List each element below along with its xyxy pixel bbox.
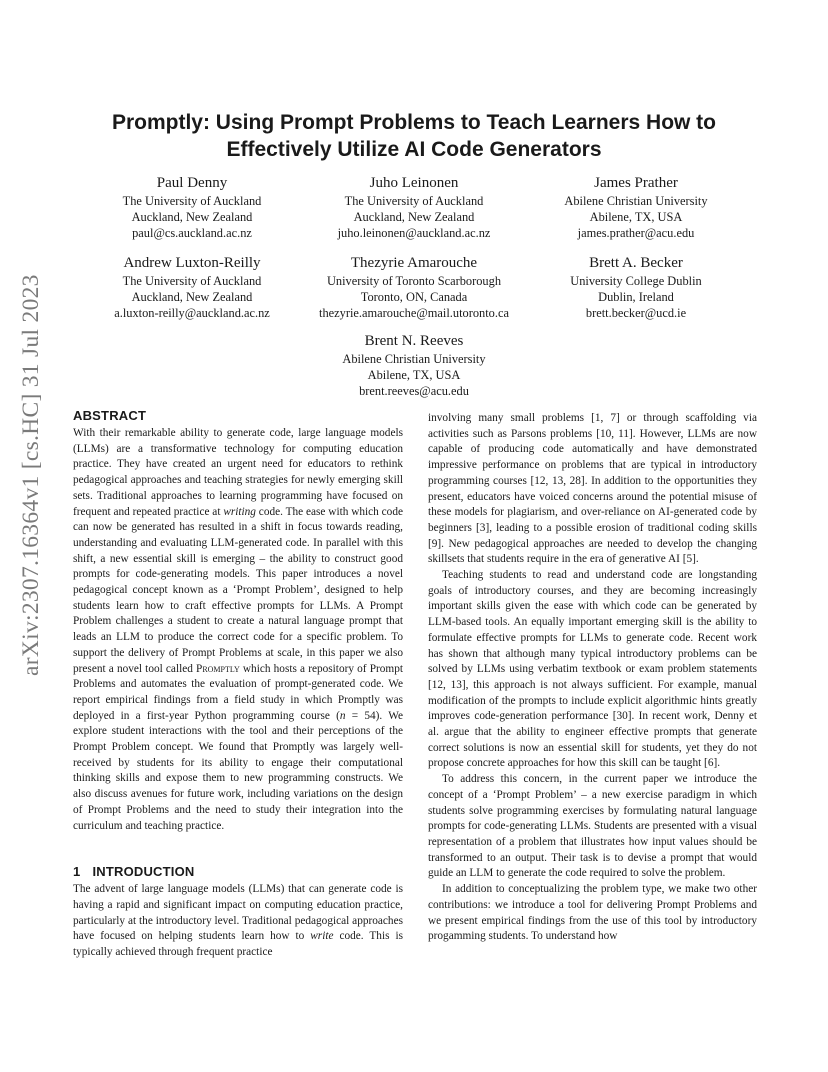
author-card	[284, 332, 544, 399]
tool-name: Promptly	[196, 662, 240, 675]
author-name: Thezyrie Amarouche	[350, 255, 478, 271]
author-name: Paul Denny	[156, 175, 228, 191]
abstract-text: With their remarkable ability to generate code, large language models (LLMs) are a transformative technology for computing education practice. They have created an urgent need for educators to rethink pedagogical approaches and teaching strategies for newly emerging skill sets. Traditional approaches to learning programming have focused on frequent and repeated practice at writing code. The ease with which code can now be generated has resulted in a shift in focus towards reading, understanding and evaluating LLM-generated code. In parallel with this shift, a new essential skill is emerging – the ability to construct good prompts for code-generating models. This paper introduces a novel pedagogical concept known as a ‘Prompt Problem’, designed to help students learn how to craft effective prompts for LLMs. A Prompt Problem challenges a student to create a natural language prompt that leads an LLM to produce the correct code for a specific problem. To support the delivery of Prompt Problems at scale, in this paper we also present a novel tool called Promptly which hosts a repository of Prompt Problems and automates the evaluation of prompt-generated code. We report empirical findings from a field study in which Promptly was deployed in a first-year Python programming course (n = 54). We explore student interactions with the tool and their perceptions of the Prompt Problem concept. We found that Promptly was largely well-received by students for its ability to engage their computational thinking skills and expose them to new programming constructs. We also discuss avenues for future work, including variations on the design of Prompt Problems and the need to study their integration into the curriculum and teaching practice.	[73, 427, 403, 832]
author-card	[284, 254, 544, 321]
author-affiliation: University College Dublin	[570, 274, 702, 288]
author-email: brent.reeves@acu.edu	[359, 384, 469, 398]
arxiv-identifier: arXiv:2307.16364v1 [cs.HC] 31 Jul 2023	[18, 274, 44, 676]
author-name: Juho Leinonen	[369, 175, 459, 191]
author-location: Abilene, TX, USA	[589, 210, 683, 224]
author-email: james.prather@acu.edu	[577, 226, 695, 240]
left-column	[73, 407, 403, 961]
author-location: Auckland, New Zealand	[131, 290, 253, 304]
author-card	[62, 254, 322, 321]
paper-title: Promptly: Using Prompt Problems to Teach Learners How to Effectively Utilize AI Code Generators	[111, 111, 717, 161]
author-affiliation: The University of Auckland	[122, 274, 262, 288]
author-location: Toronto, ON, Canada	[360, 290, 468, 304]
author-email: thezyrie.amarouche@mail.utoronto.ca	[319, 306, 509, 320]
author-location: Abilene, TX, USA	[367, 368, 461, 382]
author-affiliation: The University of Auckland	[122, 194, 262, 208]
author-email: brett.becker@ucd.ie	[585, 306, 687, 320]
author-card	[506, 254, 766, 321]
body-paragraph: involving many small problems [1, 7] or through scaffolding via activities such as Parsons problems [10, 11]. However, LLMs are now capable of producing code automatically and have demonstrated impressive performance on problems that are typical in introductory programming courses [12, 13, 28]. In addition to the opportunities they present, educators have voiced concerns around the potential misuse of these models for plagiarism, and over-reliance on AI-generated code by beginners [3], leading to a possible erosion of traditional coding skills [9]. New pedagogical approaches are needed to develop the changing skillsets that students require in the era of generative AI [5].	[428, 412, 757, 566]
body-paragraph: Teaching students to read and understand code are longstanding goals of introductory courses, and they are becoming increasingly important skills given the ease with which code can be generated by LLM-based tools. An equally important emerging skill is the ability to formulate effective prompts for LLMs to generate code. Recent work has shown that although many typical introductory problems can be solved by LLMs using verbatim textbook or exam problem statements [12, 13], this approach is not always sufficient. For example, manual modification of the prompts to include explicit algorithmic hints greatly improves code-generation performance [30]. In recent work, Denny et al. argue that the ability to engineer effective prompts that generate correct solutions is now an essential skill for students, yet they do not propose concrete approaches for how this skill can be taught [6].	[428, 569, 757, 770]
author-email: paul@cs.auckland.ac.nz	[132, 226, 252, 240]
author-affiliation: University of Toronto Scarborough	[326, 274, 502, 288]
introduction-text: The advent of large language models (LLMs) that can generate code is having a rapid and significant impact on computing education practice, particularly at the introductory level. Traditional pedagogical approaches have focused on helping students learn how to write code. This is typically achieved through frequent practice	[73, 883, 403, 959]
author-email: a.luxton-reilly@auckland.ac.nz	[114, 306, 270, 320]
author-name: Brett A. Becker	[589, 255, 683, 271]
author-location: Dublin, Ireland	[598, 290, 674, 304]
author-card	[284, 174, 544, 241]
body-paragraph: To address this concern, in the current paper we introduce the concept of a ‘Prompt Problem’ – a new exercise paradigm in which students solve programming exercises by formulating natural language prompts for code-generating LLMs. Students are presented with a visual representation of a problem that illustrates how input values should be transformed to an output. Their task is to devise a prompt that would guide an LLM to generate the code required to solve the problem.	[428, 773, 757, 880]
author-affiliation: The University of Auckland	[344, 194, 484, 208]
author-email: juho.leinonen@auckland.ac.nz	[337, 226, 491, 240]
author-card	[62, 174, 322, 241]
author-location: Auckland, New Zealand	[131, 210, 253, 224]
author-affiliation: Abilene Christian University	[564, 194, 708, 208]
right-column	[428, 411, 757, 945]
body-paragraph: In addition to conceptualizing the problem type, we make two other contributions: we introduce a tool for delivering Prompt Problems and we present empirical findings from the use of this tool by introductory progamming students. To understand how	[428, 883, 757, 943]
author-location: Auckland, New Zealand	[353, 210, 475, 224]
author-name: Brent N. Reeves	[364, 333, 464, 349]
author-affiliation: Abilene Christian University	[342, 352, 486, 366]
author-name: James Prather	[594, 175, 678, 191]
author-name: Andrew Luxton-Reilly	[123, 255, 261, 271]
section-number: 1	[73, 864, 81, 880]
abstract-heading: ABSTRACT	[73, 408, 147, 423]
author-card	[506, 174, 766, 241]
introduction-heading: 1 INTRODUCTION	[73, 864, 195, 880]
